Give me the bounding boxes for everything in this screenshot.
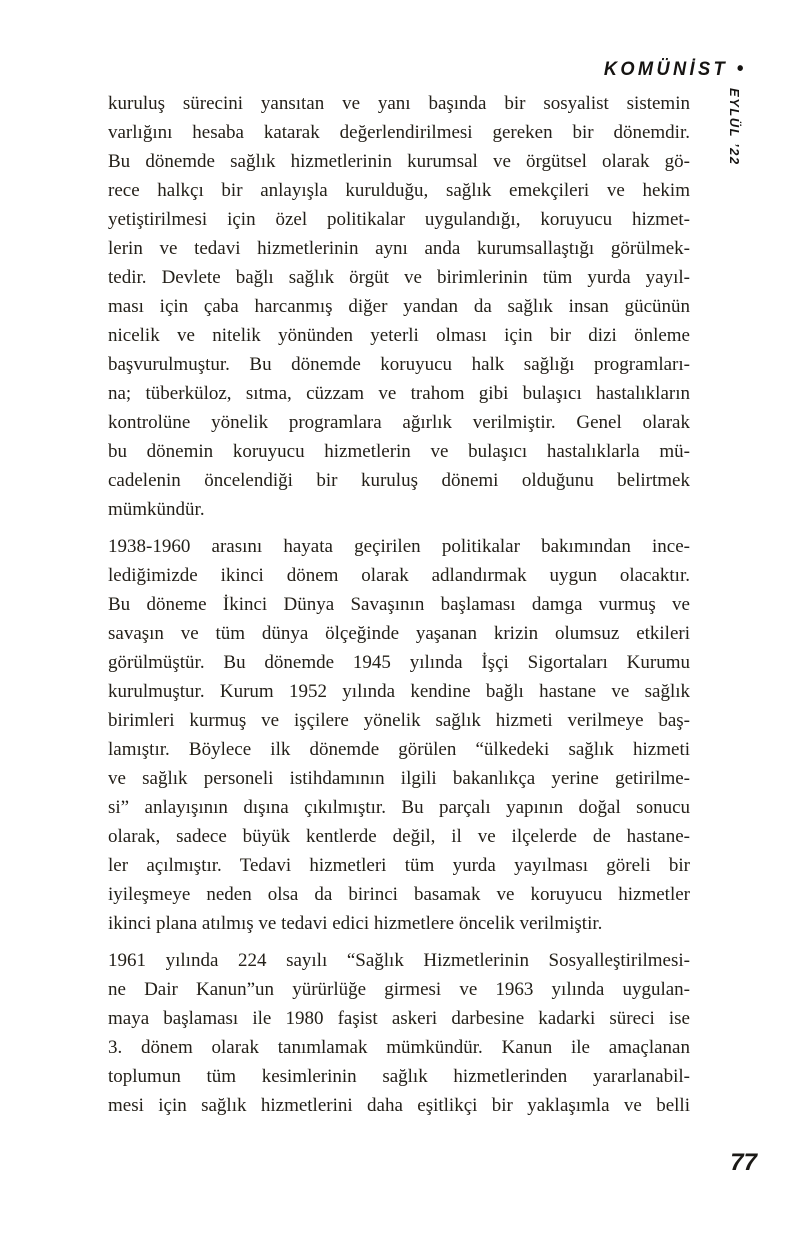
text-line: rece halkçı bir anlayışla kurulduğu, sağlık emekçileri ve hekim — [108, 180, 690, 201]
text-line: ması için çaba harcanmış diğer yandan da sağlık insan gücünün — [108, 296, 690, 317]
masthead — [603, 58, 743, 81]
text-line: savaşın ve tüm dünya ölçeğinde yaşanan krizin olumsuz etkileri — [108, 623, 690, 644]
text-line: mümkündür. — [108, 499, 205, 520]
text-line: tedir. Devlete bağlı sağlık örgüt ve birimlerinin tüm yurda yayıl- — [108, 267, 690, 288]
text-line: si” anlayışının dışına çıkılmıştır. Bu parçalı yapının doğal sonucu — [108, 797, 690, 818]
text-line: Bu dönemde sağlık hizmetlerinin kurumsal ve örgütsel olarak gö- — [108, 151, 690, 172]
text-line: ve sağlık personeli istihdamının ilgili bakanlıkça yerine getirilme- — [108, 768, 690, 789]
text-line: cadelenin öncelendiği bir kuruluş dönemi olduğunu belirtmek — [108, 470, 690, 491]
text-line: mesi için sağlık hizmetlerini daha eşitlikçi bir yaklaşımla ve belli — [108, 1095, 690, 1116]
text-line: başvurulmuştur. Bu dönemde koruyucu halk sağlığı programları- — [108, 354, 690, 375]
text-line: kuruluş sürecini yansıtan ve yanı başında bir sosyalist sistemin — [108, 93, 690, 114]
text-line: toplumun tüm kesimlerinin sağlık hizmetlerinden yararlanabil- — [108, 1066, 690, 1087]
text-line: birimleri kurmuş ve işçilere yönelik sağlık hizmeti verilmeye baş- — [108, 710, 690, 731]
text-line: kurulmuştur. Kurum 1952 yılında kendine bağlı hastane ve sağlık — [108, 681, 690, 702]
text-line: görülmüştür. Bu dönemde 1945 yılında İşçi Sigortaları Kurumu — [108, 652, 690, 673]
text-line: ne Dair Kanun”un yürürlüğe girmesi ve 1963 yılında uygulan- — [108, 979, 690, 1000]
paragraph — [108, 946, 690, 1120]
text-line: lerin ve tedavi hizmetlerinin aynı anda kurumsallaştığı görülmek- — [108, 238, 690, 259]
text-line: maya başlaması ile 1980 faşist askeri darbesine kadarki süreci ise — [108, 1008, 690, 1029]
text-line: na; tüberküloz, sıtma, cüzzam ve trahom gibi bulaşıcı hastalıkların — [108, 383, 690, 404]
text-line: yetiştirilmesi için özel politikalar uygulandığı, koruyucu hizmet- — [108, 209, 690, 230]
page-number: 77 — [730, 1149, 757, 1176]
text-line: 1961 yılında 224 sayılı “Sağlık Hizmetlerinin Sosyalleştirilmesi- — [108, 950, 690, 971]
text-line: bu dönemin koruyucu hizmetlerin ve bulaşıcı hastalıklarla mü- — [108, 441, 690, 462]
paragraph — [108, 532, 690, 938]
text-line: lediğimizde ikinci dönem olarak adlandırmak uygun olacaktır. — [108, 565, 690, 586]
text-line: 1938-1960 arasını hayata geçirilen politikalar bakımından ince- — [108, 536, 690, 557]
issue-date-vertical: EYLÜL ’22 — [727, 88, 742, 166]
paragraph — [108, 89, 690, 524]
text-line: 3. dönem olarak tanımlamak mümkündür. Kanun ile amaçlanan — [108, 1037, 690, 1058]
text-line: Bu döneme İkinci Dünya Savaşının başlaması damga vurmuş ve — [108, 594, 690, 615]
text-line: kontrolüne yönelik programlara ağırlık verilmiştir. Genel olarak — [108, 412, 690, 433]
text-line: nicelik ve nitelik yönünden yeterli olması için bir dizi önleme — [108, 325, 690, 346]
article-text — [108, 89, 690, 1120]
masthead-bullet-icon: • — [736, 58, 743, 80]
text-line: varlığını hesaba katarak değerlendirilmesi gereken bir dönemdir. — [108, 122, 690, 143]
text-line: lamıştır. Böylece ilk dönemde görülen “ülkedeki sağlık hizmeti — [108, 739, 690, 760]
text-line: ikinci plana atılmış ve tedavi edici hizmetlere öncelik verilmiştir. — [108, 913, 603, 934]
text-line: olarak, sadece büyük kentlerde değil, il ve ilçelerde de hastane- — [108, 826, 690, 847]
text-line: iyileşmeye neden olsa da birinci basamak ve koruyucu hizmetler — [108, 884, 690, 905]
text-line: ler açılmıştır. Tedavi hizmetleri tüm yurda yayılması göreli bir — [108, 855, 690, 876]
magazine-title: KOMÜNİST — [603, 59, 728, 80]
